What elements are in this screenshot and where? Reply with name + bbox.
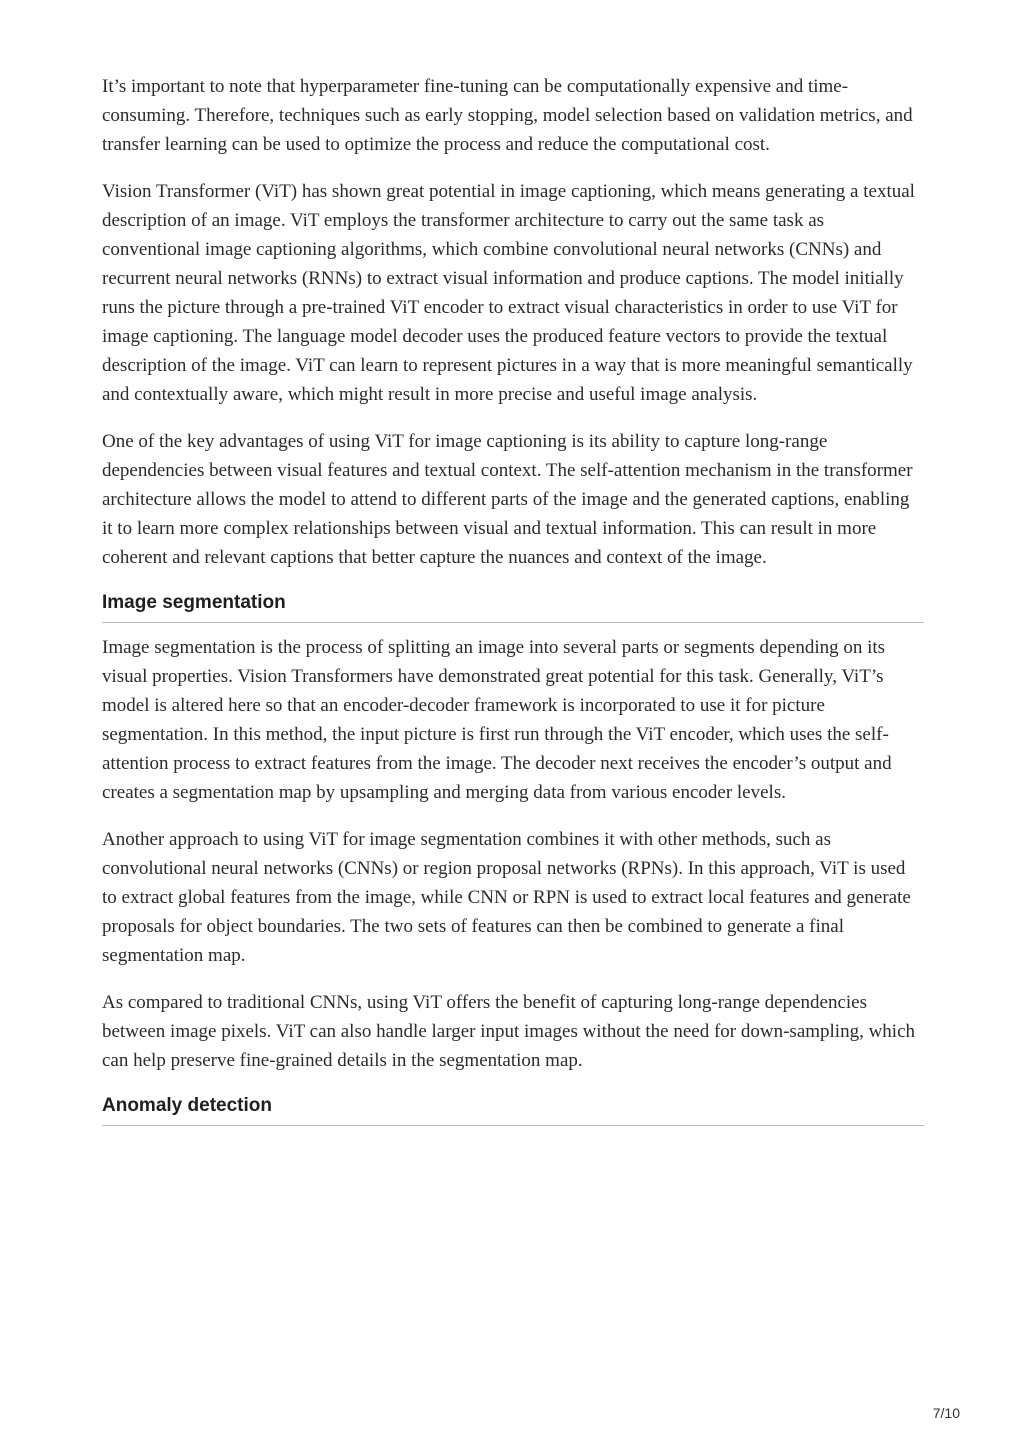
section-heading-image-segmentation: Image segmentation (102, 590, 924, 623)
paragraph-segmentation-hybrid-approach: Another approach to using ViT for image segmentation combines it with other methods, such as convolutional neural networks (CNNs) or region proposal networks (RPNs). In this approach, ViT is used to extract global features from the image, while CNN or RPN is used to extract local features and generate proposals for object boundaries. The two sets of features can then be combined to generate a final segmentation map. (102, 829, 911, 966)
paragraph-vit-image-captioning: Vision Transformer (ViT) has shown great potential in image captioning, which means generating a textual description of an image. ViT employs the transformer architecture to carry out the same task as conventional image captioning algorithms, which combine convolutional neural networks (CNNs) and recurrent neural networks (RNNs) to extract visual information and produce captions. The model initially runs the picture through a pre-trained ViT encoder to extract visual characteristics in order to use ViT for image captioning. The language model decoder uses the produced feature vectors to provide the textual description of the image. ViT can learn to represent pictures in a way that is more meaningful semantically and contextually aware, which might result in more precise and useful image analysis. (102, 181, 915, 405)
page-number: 7/10 (932, 1405, 960, 1421)
paragraph-segmentation-definition: Image segmentation is the process of splitting an image into several parts or segments depending on its visual properties. Vision Transformers have demonstrated great potential for this task. Generally, ViT’s model is altered here so that an encoder-decoder framework is incorporated to use it for picture segmentation. In this method, the input picture is first run through the ViT encoder, which uses the self-attention process to extract features from the image. The decoder next receives the encoder’s output and creates a segmentation map by upsampling and merging data from various encoder levels. (102, 637, 892, 803)
section-heading-anomaly-detection: Anomaly detection (102, 1093, 924, 1126)
paragraph-segmentation-benefits: As compared to traditional CNNs, using ViT offers the benefit of capturing long-range dependencies between image pixels. ViT can also handle larger input images without the need for down-sampling, which can help preserve fine-grained details in the segmentation map. (102, 992, 916, 1071)
paragraph-hyperparameter-cost: It’s important to note that hyperparameter fine-tuning can be computationally expensive and time-consuming. Therefore, techniques such as early stopping, model selection based on validation metrics, and transfer learning can be used to optimize the process and reduce the computational cost. (102, 76, 913, 155)
paragraph-vit-captioning-advantages: One of the key advantages of using ViT for image captioning is its ability to capture long-range dependencies between visual features and textual context. The self-attention mechanism in the transformer architecture allows the model to attend to different parts of the image and the generated captions, enabling it to learn more complex relationships between visual and textual information. This can result in more coherent and relevant captions that better capture the nuances and context of the image. (102, 431, 913, 568)
document-page (102, 72, 924, 1136)
